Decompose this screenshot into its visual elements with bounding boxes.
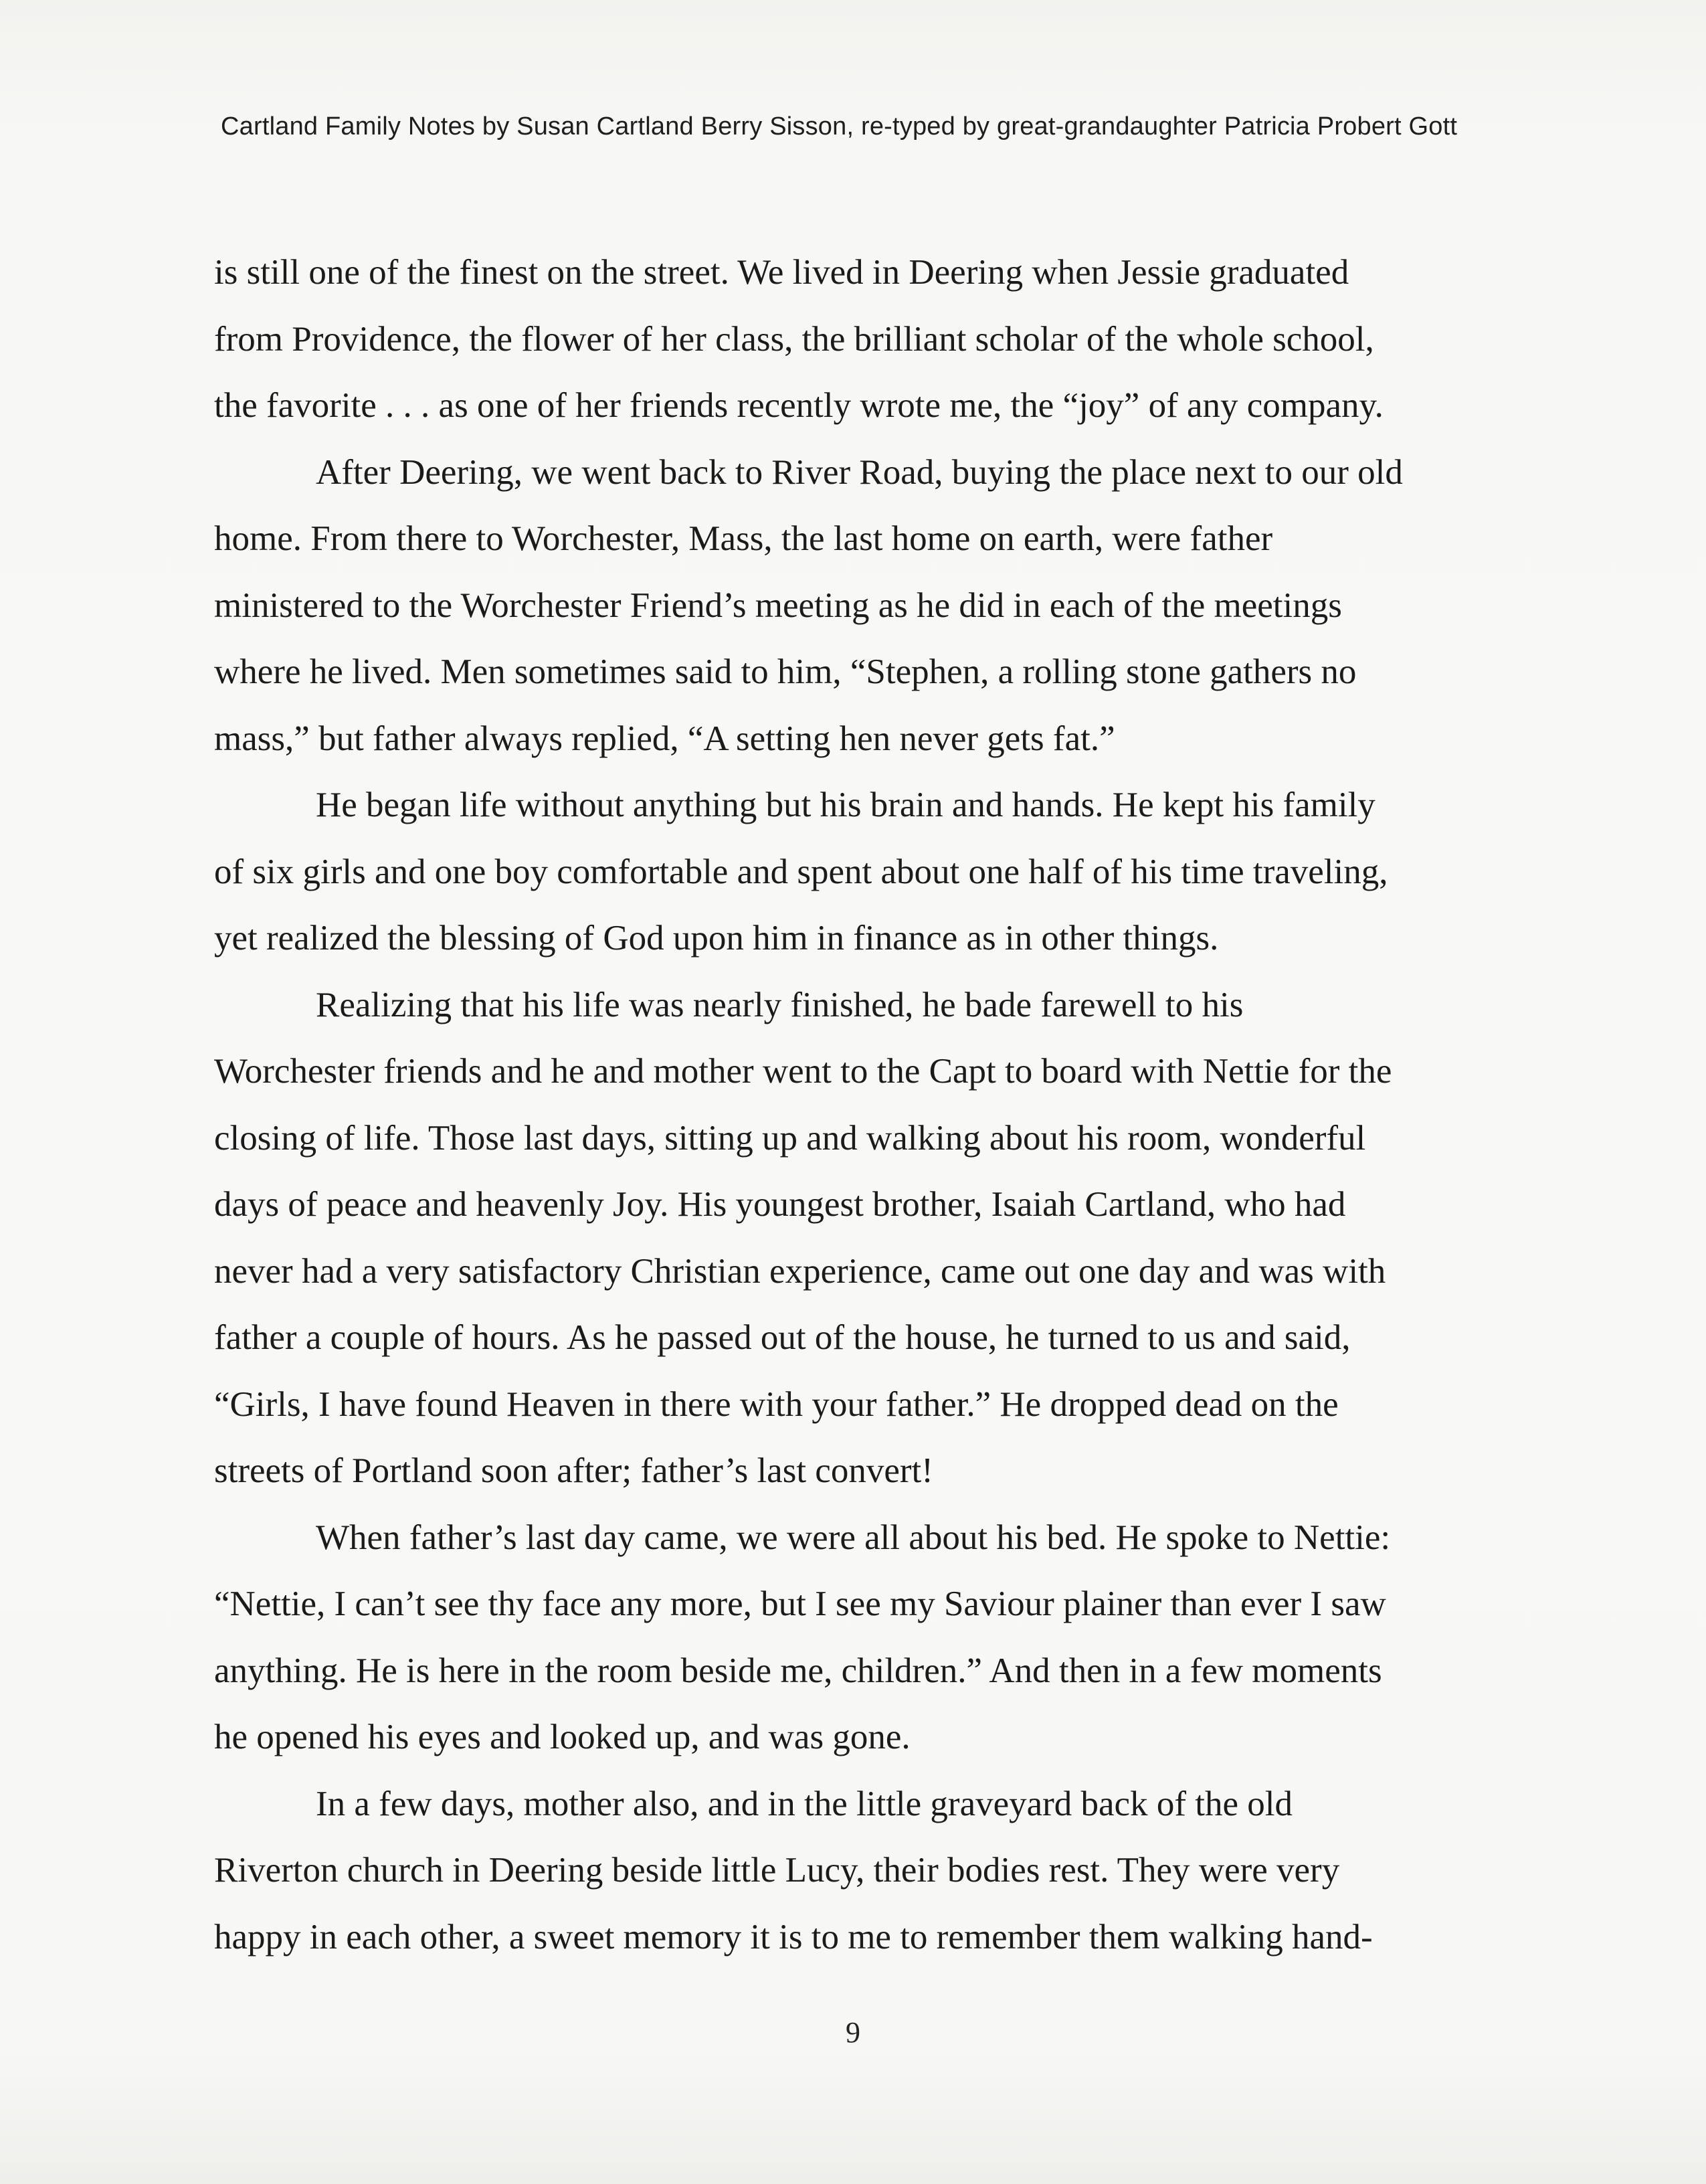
paragraph-start-line: After Deering, we went back to River Road, buying the place next to our old xyxy=(316,452,1403,492)
running-header: Cartland Family Notes by Susan Cartland Berry Sisson, re-typed by great-grandaughter Patricia Probert Gott xyxy=(221,112,1458,141)
paragraph-start-line: Realizing that his life was nearly finished, he bade farewell to his xyxy=(316,985,1244,1024)
text-line: ministered to the Worchester Friend’s meeting as he did in each of the meetings xyxy=(214,585,1342,625)
text-line: mass,” but father always replied, “A setting hen never gets fat.” xyxy=(214,719,1115,758)
text-line: where he lived. Men sometimes said to him, “Stephen, a rolling stone gathers no xyxy=(214,652,1357,691)
text-line: anything. He is here in the room beside me, children.” And then in a few moments xyxy=(214,1651,1382,1690)
text-line: Riverton church in Deering beside little Lucy, their bodies rest. They were very xyxy=(214,1851,1340,1890)
text-line: father a couple of hours. As he passed out of the house, he turned to us and said, xyxy=(214,1318,1351,1357)
paragraph-start-line: He began life without anything but his brain and hands. He kept his family xyxy=(316,786,1376,824)
text-line: Worchester friends and he and mother went to the Capt to board with Nettie for the xyxy=(214,1052,1392,1091)
text-line: “Girls, I have found Heaven in there with your father.” He dropped dead on the xyxy=(214,1384,1339,1424)
text-line: yet realized the blessing of God upon him in finance as in other things. xyxy=(214,919,1219,958)
text-line: happy in each other, a sweet memory it is to me to remember them walking hand- xyxy=(214,1917,1373,1956)
page-number: 9 xyxy=(846,2016,860,2049)
text-line: “Nettie, I can’t see thy face any more, but I see my Saviour plainer than ever I saw xyxy=(214,1584,1386,1623)
text-line: is still one of the finest on the street. We lived in Deering when Jessie graduated xyxy=(214,253,1349,292)
text-line: the favorite . . . as one of her friends recently wrote me, the “joy” of any company. xyxy=(214,386,1384,425)
text-line: home. From there to Worchester, Mass, the last home on earth, were father xyxy=(214,519,1273,558)
paragraph-start-line: In a few days, mother also, and in the little graveyard back of the old xyxy=(316,1784,1293,1823)
text-line: of six girls and one boy comfortable and spent about one half of his time traveling, xyxy=(214,852,1388,891)
text-line: streets of Portland soon after; father’s last convert! xyxy=(214,1451,933,1490)
text-line: from Providence, the flower of her class, the brilliant scholar of the whole school, xyxy=(214,319,1374,359)
text-line: never had a very satisfactory Christian experience, came out one day and was with xyxy=(214,1251,1386,1291)
text-line: days of peace and heavenly Joy. His youngest brother, Isaiah Cartland, who had xyxy=(214,1185,1346,1224)
text-line: he opened his eyes and looked up, and was gone. xyxy=(214,1718,911,1756)
paragraph-start-line: When father’s last day came, we were all about his bed. He spoke to Nettie: xyxy=(316,1518,1391,1557)
body-text xyxy=(214,240,1525,1971)
text-line: closing of life. Those last days, sitting up and walking about his room, wonderful xyxy=(214,1118,1366,1158)
